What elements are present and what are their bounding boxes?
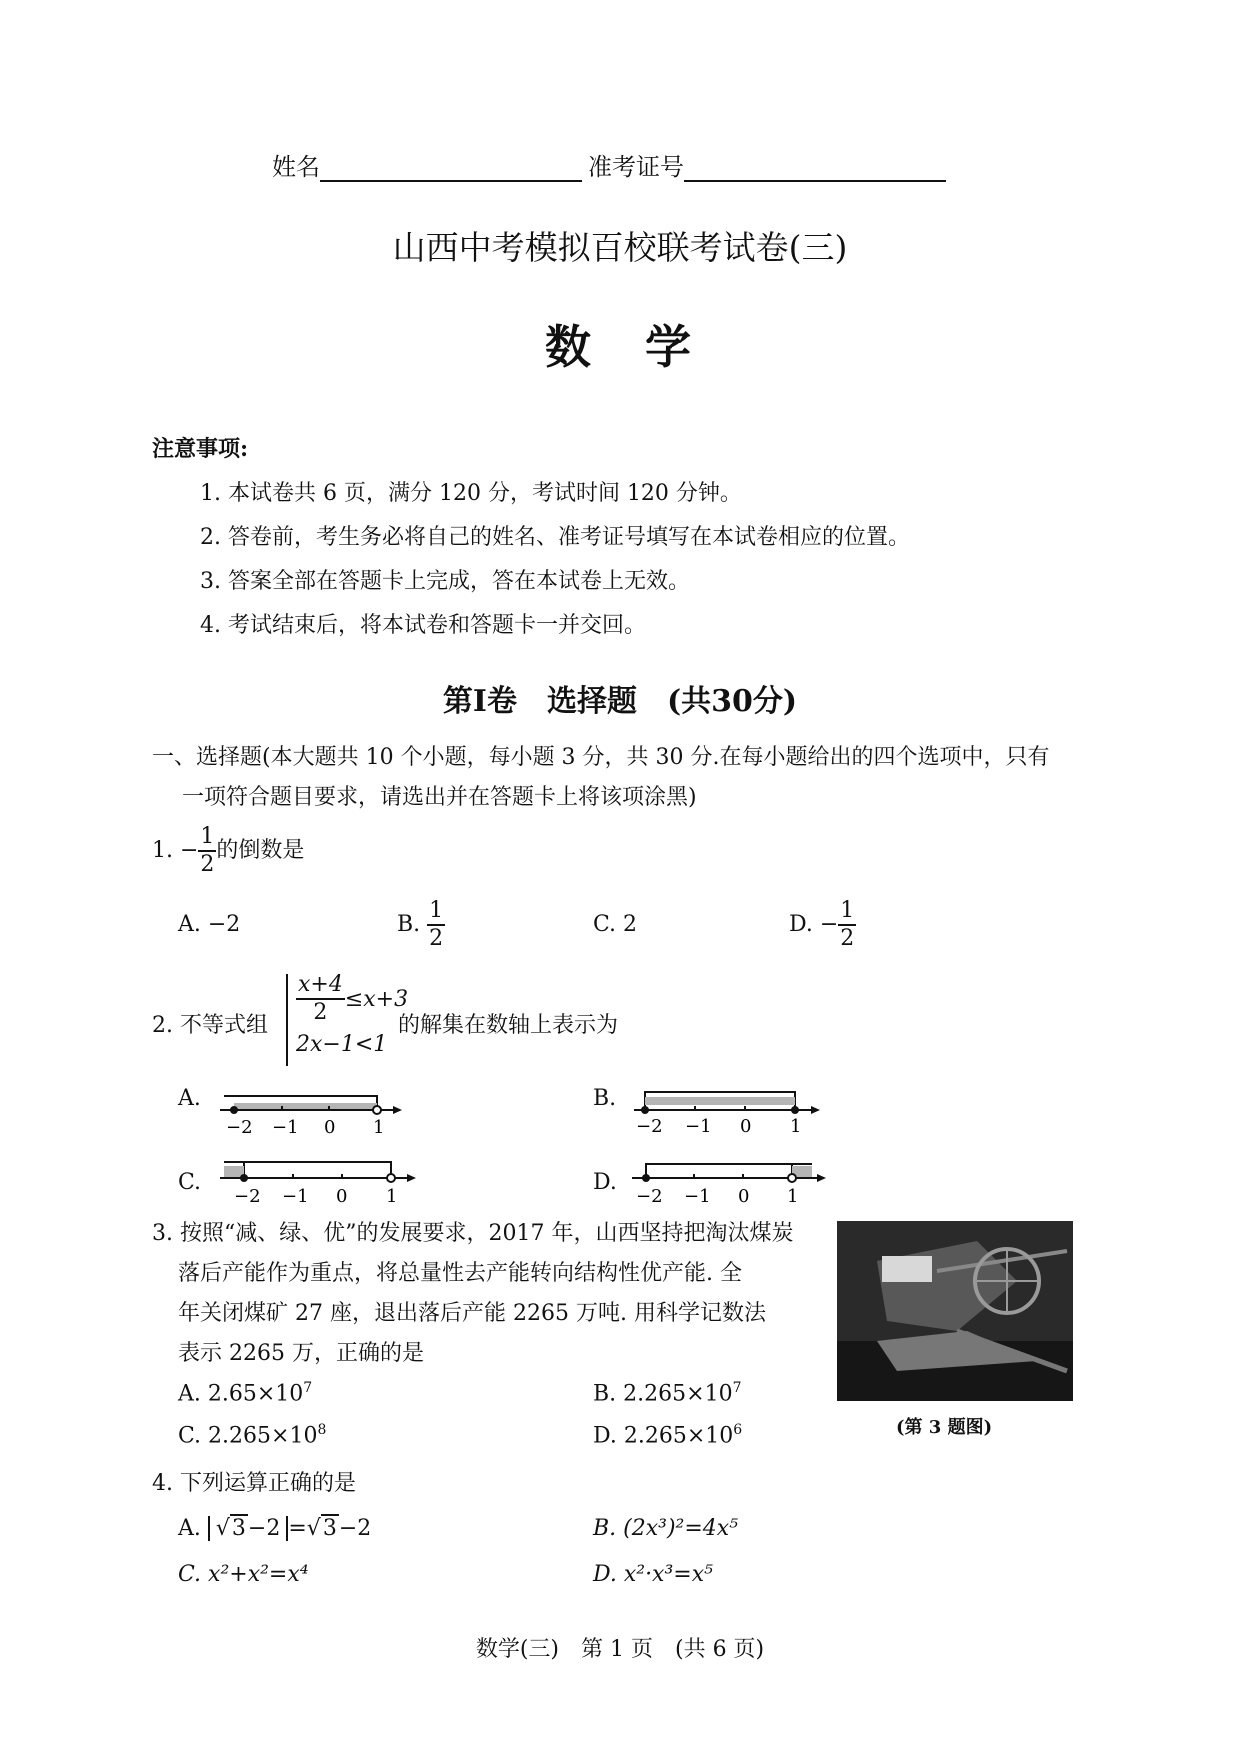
q3-option-c[interactable] <box>178 1422 326 1448</box>
q2-ineq1-num: x+4 <box>296 974 345 1000</box>
q1-prefix: 1. − <box>152 838 199 863</box>
q2-prefix: 2. 不等式组 <box>152 1013 268 1038</box>
q4-option-c[interactable]: C. x²+x²=x⁴ <box>178 1562 309 1587</box>
subject-title: 数 学 <box>545 320 695 374</box>
notes-heading: 注意事项: <box>152 436 249 462</box>
q2-suffix: 的解集在数轴上表示为 <box>398 1013 619 1038</box>
q2-option-b[interactable]: B. <box>593 1086 617 1111</box>
name-label: 姓名 <box>272 153 320 181</box>
q1-b-num: 1 <box>427 900 445 926</box>
tick-label: −1 <box>685 1116 712 1137</box>
note-item: 1. 本试卷共 6 页，满分 120 分，考试时间 120 分钟。 <box>200 481 742 506</box>
q4-a-abs: √3−2 <box>208 1516 288 1541</box>
q1-d-label: D. − <box>789 912 839 937</box>
tick-label: 1 <box>386 1186 398 1207</box>
id-label: 准考证号 <box>588 153 684 181</box>
q2-ineq1-den: 2 <box>313 1000 328 1025</box>
tick-label: 0 <box>324 1117 336 1138</box>
q3-b-exp: 7 <box>732 1380 742 1396</box>
q3-stem-line: 落后产能作为重点，将总量性去产能转向结构性优产能. 全 <box>178 1261 742 1286</box>
tick-label: −1 <box>272 1117 299 1138</box>
tick-label: 1 <box>790 1116 802 1137</box>
q3-c-exp: 8 <box>317 1422 327 1438</box>
q2-ineq1-rhs: ≤x+3 <box>344 986 409 1012</box>
q3-photo <box>837 1221 1073 1401</box>
q1-d-fraction <box>838 900 856 950</box>
page-footer: 数学(三) 第 1 页 (共 6 页) <box>475 1637 765 1662</box>
q1-b-den: 2 <box>429 926 444 951</box>
id-blank[interactable] <box>684 180 946 182</box>
q1-option-d[interactable] <box>789 900 856 950</box>
note-item: 3. 答案全部在答题卡上完成，答在本试卷上无效。 <box>200 569 690 594</box>
q1-option-a[interactable]: A. −2 <box>178 912 241 937</box>
q3-c-base: C. 2.265×10 <box>178 1423 318 1449</box>
q1-b-fraction <box>427 900 445 950</box>
q3-stem-line: 表示 2265 万，正确的是 <box>178 1341 424 1366</box>
q3-a-base: A. 2.65×10 <box>178 1381 304 1407</box>
tick-label: 1 <box>787 1186 799 1207</box>
q2-numberline-c <box>216 1148 431 1214</box>
q1-den: 2 <box>200 852 215 877</box>
q2-inequality-system <box>286 974 408 1066</box>
q1-option-c[interactable]: C. 2 <box>593 912 638 937</box>
q2-ineq1-fraction <box>296 974 345 1024</box>
name-blank[interactable] <box>320 180 582 182</box>
q3-option-b[interactable] <box>593 1380 741 1406</box>
note-item: 2. 答卷前，考生务必将自己的姓名、准考证号填写在本试卷相应的位置。 <box>200 525 910 550</box>
q3-stem-line: 年关闭煤矿 27 座，退出落后产能 2265 万吨. 用科学记数法 <box>178 1301 766 1326</box>
q4-stem: 4. 下列运算正确的是 <box>152 1471 356 1496</box>
question-1-stem <box>152 826 304 876</box>
tick-label: −1 <box>282 1186 309 1207</box>
q2-ineq2: 2x−1<1 <box>296 1032 388 1057</box>
id-field <box>588 147 946 182</box>
q2-option-a[interactable]: A. <box>178 1086 201 1111</box>
tick-label: −2 <box>636 1186 663 1207</box>
section-title: 第Ⅰ卷 选择题 (共30分) <box>442 684 798 719</box>
q3-option-d[interactable] <box>593 1422 742 1448</box>
tick-label: −2 <box>636 1116 663 1137</box>
q4-a-equals: = <box>288 1516 307 1541</box>
tick-label: −2 <box>234 1186 261 1207</box>
q4-a-label: A. <box>178 1516 201 1541</box>
q4-option-b[interactable]: B. (2x³)²=4x⁵ <box>593 1516 739 1541</box>
excavator-image <box>837 1221 1073 1401</box>
q3-option-a[interactable] <box>178 1380 312 1406</box>
q4-option-d[interactable]: D. x²·x³=x⁵ <box>593 1562 713 1587</box>
q3-photo-caption: (第 3 题图) <box>896 1417 993 1438</box>
q1-d-num: 1 <box>838 900 856 926</box>
q1-num: 1 <box>198 826 216 852</box>
tick-label: 0 <box>740 1116 752 1137</box>
tick-label: 0 <box>738 1186 750 1207</box>
page-title: 山西中考模拟百校联考试卷(三) <box>392 228 848 267</box>
section-instruction: 一项符合题目要求，请选出并在答题卡上将该项涂黑) <box>182 785 697 810</box>
q2-option-d[interactable]: D. <box>593 1170 617 1195</box>
tick-label: 1 <box>373 1117 385 1138</box>
q3-d-exp: 6 <box>733 1422 743 1438</box>
q2-numberline-b <box>630 1082 840 1142</box>
q2-option-c[interactable]: C. <box>178 1170 202 1195</box>
tick-label: −2 <box>226 1117 253 1138</box>
q4-option-a[interactable]: A. √3−2 =√3−2 <box>178 1516 372 1541</box>
tick-label: 0 <box>336 1186 348 1207</box>
q3-d-base: D. 2.265×10 <box>593 1423 734 1449</box>
q1-b-label: B. <box>397 912 421 937</box>
q2-numberline-d <box>626 1152 841 1214</box>
name-field <box>272 147 582 182</box>
section-instruction: 一、选择题(本大题共 10 个小题，每小题 3 分，共 30 分.在每小题给出的四个选项中，只有 <box>152 745 1050 770</box>
note-item: 4. 考试结束后，将本试卷和答题卡一并交回。 <box>200 613 646 638</box>
q1-fraction <box>198 826 216 876</box>
q1-option-b[interactable] <box>397 900 445 950</box>
q3-stem-line: 3. 按照“减、绿、优”的发展要求，2017 年，山西坚持把淘汰煤炭 <box>152 1221 794 1246</box>
q1-d-den: 2 <box>840 926 855 951</box>
q2-numberline-a <box>212 1086 422 1146</box>
q3-a-exp: 7 <box>303 1380 313 1396</box>
tick-label: −1 <box>684 1186 711 1207</box>
q3-b-base: B. 2.265×10 <box>593 1381 733 1407</box>
q1-suffix: 的倒数是 <box>216 838 305 863</box>
